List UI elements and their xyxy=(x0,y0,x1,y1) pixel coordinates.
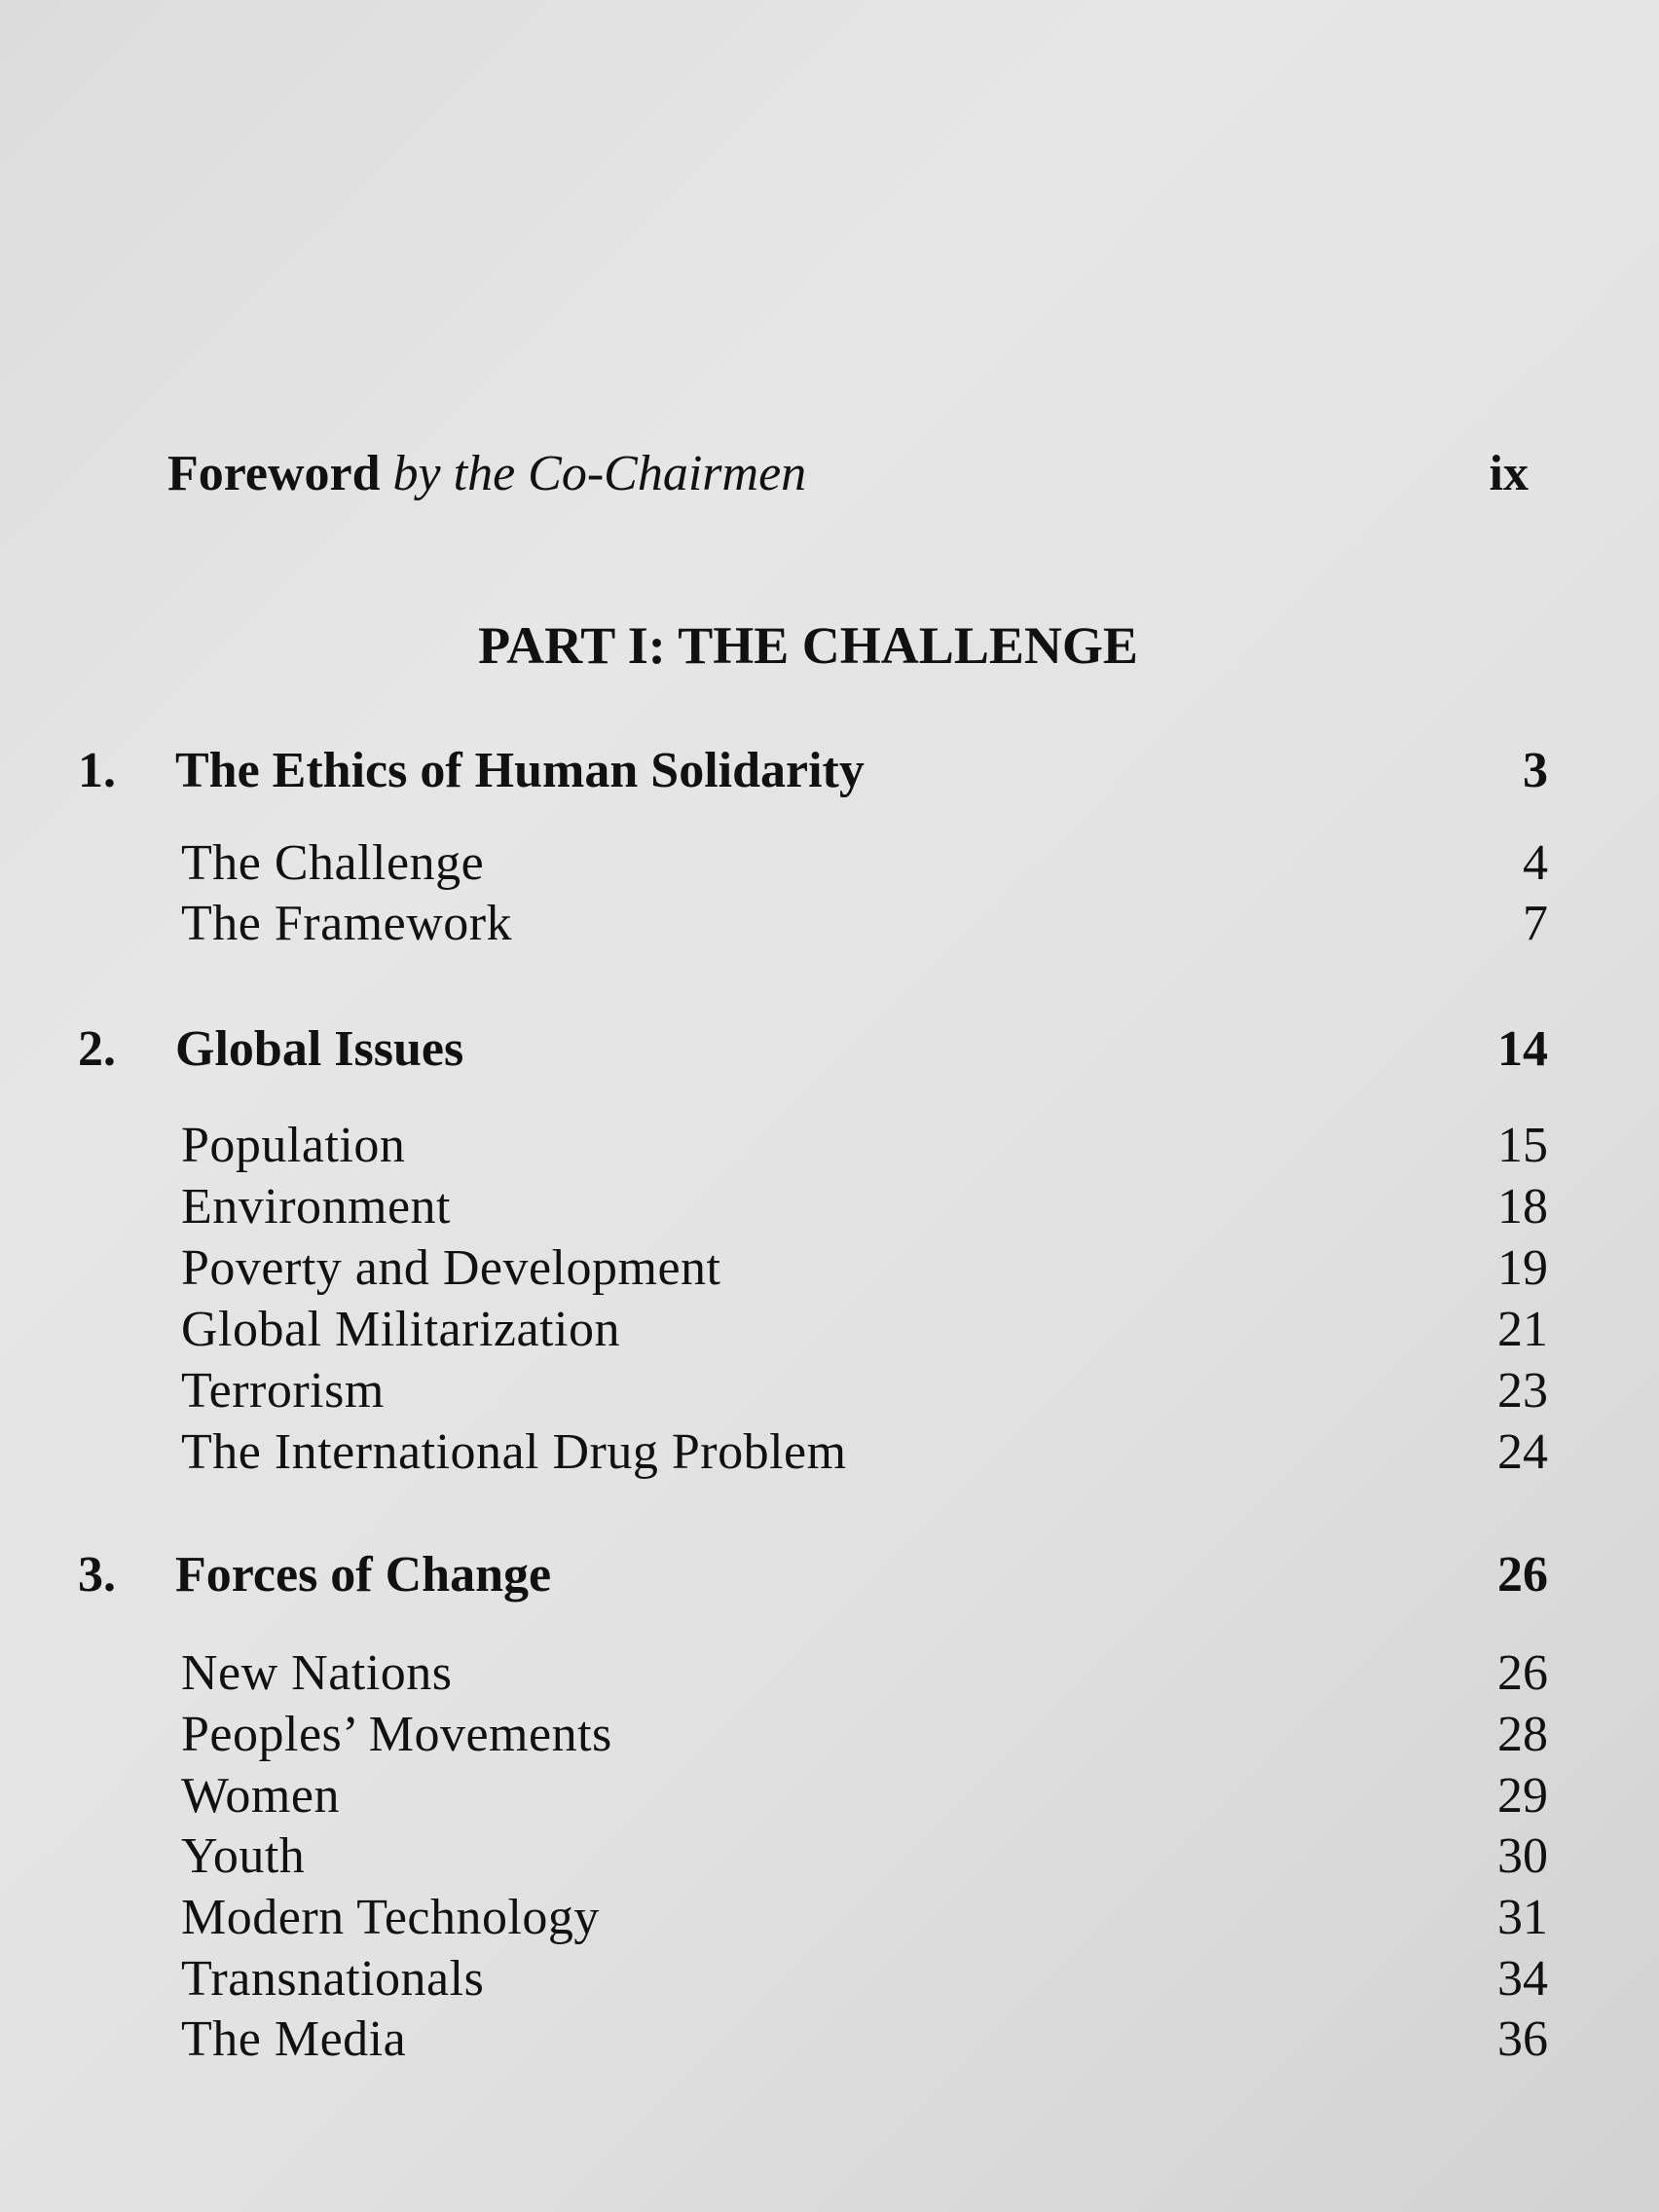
chapter-number: 3. xyxy=(78,1547,116,1603)
section-title: Terrorism xyxy=(181,1363,385,1419)
section-title: Transnationals xyxy=(181,1951,485,2007)
chapter-page-number: 3 xyxy=(1523,743,1548,798)
section-page-number: 18 xyxy=(1497,1179,1548,1235)
section-page-number: 15 xyxy=(1497,1118,1548,1173)
chapter-number: 1. xyxy=(78,743,116,798)
chapter-title: Forces of Change xyxy=(175,1547,552,1603)
section-page-number: 29 xyxy=(1497,1768,1548,1824)
section-title: Poverty and Development xyxy=(181,1240,721,1296)
section-title: Youth xyxy=(181,1828,306,1884)
chapter-page-number: 26 xyxy=(1497,1547,1548,1603)
section-page-number: 23 xyxy=(1497,1363,1548,1419)
chapter-title: The Ethics of Human Solidarity xyxy=(175,743,865,798)
section-page-number: 26 xyxy=(1497,1645,1548,1701)
section-title: Environment xyxy=(181,1179,452,1235)
section-page-number: 34 xyxy=(1497,1951,1548,2007)
section-page-number: 7 xyxy=(1523,896,1548,951)
section-title: The International Drug Problem xyxy=(181,1424,847,1480)
section-title: The Media xyxy=(181,2011,407,2067)
section-title: Population xyxy=(181,1118,406,1173)
section-page-number: 36 xyxy=(1497,2011,1548,2067)
section-page-number: 4 xyxy=(1523,835,1548,891)
section-page-number: 31 xyxy=(1497,1890,1548,1945)
section-title: The Challenge xyxy=(181,835,485,891)
chapter-title: Global Issues xyxy=(175,1021,464,1077)
part-heading: PART I: THE CHALLENGE xyxy=(478,616,1138,675)
section-page-number: 24 xyxy=(1497,1424,1548,1480)
foreword-suffix: by the Co-Chairmen xyxy=(392,446,807,501)
section-title: Women xyxy=(181,1768,340,1824)
foreword-label: Foreword xyxy=(167,446,381,501)
section-title: Global Militarization xyxy=(181,1302,620,1357)
foreword-page-number: ix xyxy=(1489,446,1529,501)
section-title: The Framework xyxy=(181,896,513,951)
section-page-number: 19 xyxy=(1497,1240,1548,1296)
section-page-number: 21 xyxy=(1497,1302,1548,1357)
chapter-page-number: 14 xyxy=(1497,1021,1548,1077)
section-title: Peoples’ Movements xyxy=(181,1707,612,1762)
section-page-number: 28 xyxy=(1497,1707,1548,1762)
section-title: Modern Technology xyxy=(181,1890,600,1945)
chapter-number: 2. xyxy=(78,1021,116,1077)
foreword-entry xyxy=(167,443,1530,505)
section-page-number: 30 xyxy=(1497,1828,1548,1884)
section-title: New Nations xyxy=(181,1645,453,1701)
